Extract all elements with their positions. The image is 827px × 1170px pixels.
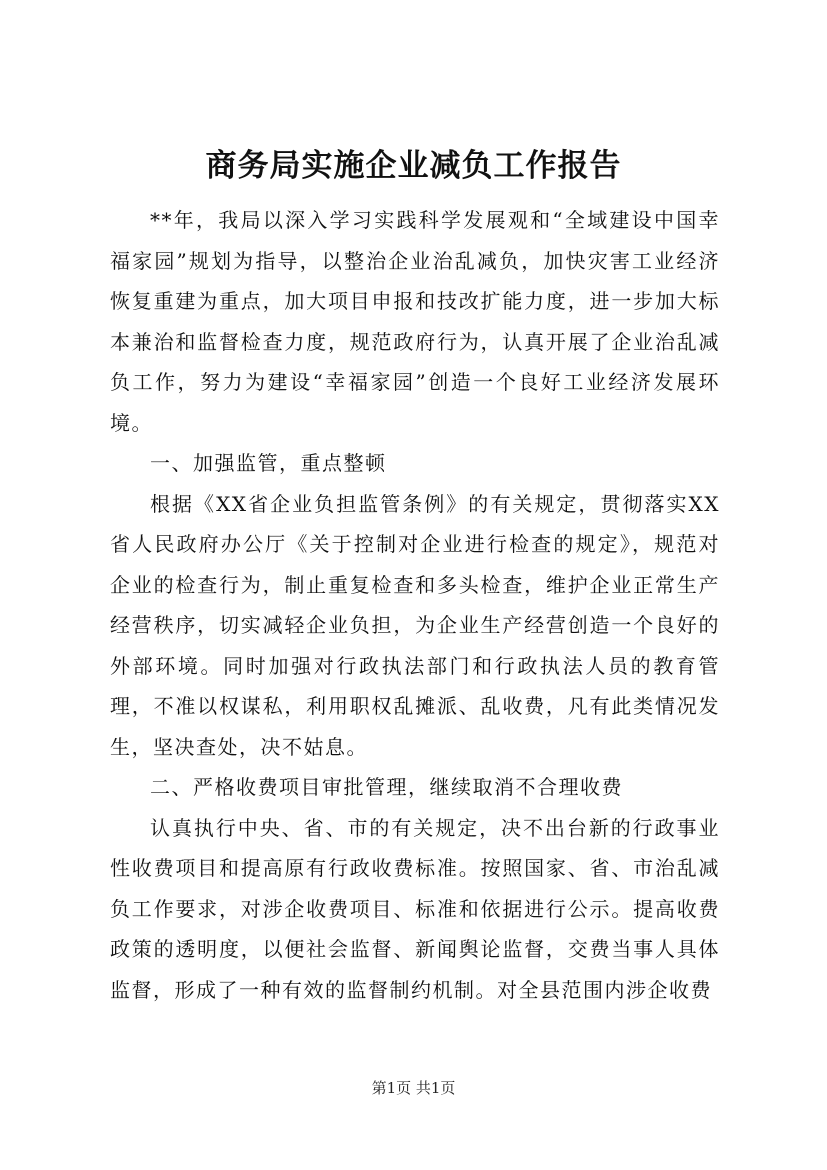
section-heading-2: 二、严格收费项目审批管理，继续取消不合理收费 bbox=[150, 775, 623, 799]
paragraph-section-2: 认真执行中央、省、市的有关规定，决不出台新的行政事业性收费项目和提高原有行政收费标准。按照国家、省、市治乱减负工作要求，对涉企收费项目、标准和依据进行公示。提高收费政策的透明度，以便社会监督、新闻舆论监督，交费当事人具体监督，形成了一种有效的监督制约机制。对全县范围内涉企收费 bbox=[110, 815, 720, 1002]
paragraph-section-1: 根据《XX省企业负担监管条例》的有关规定，贯彻落实XX省人民政府办公厅《关于控制对企业进行检查的规定》，规范对企业的检查行为，制止重复检查和多头检查，维护企业正常生产经营秩序，切实减轻企业负担，为企业生产经营创造一个良好的外部环境。同时加强对行政执法部门和行政执法人员的教育管理，不准以权谋私，利用职权乱摊派、乱收费，凡有此类情况发生，坚决查处，决不姑息。 bbox=[110, 491, 720, 759]
document-title: 商务局实施企业减负工作报告 bbox=[205, 148, 622, 184]
page-footer: 第1页 共1页 bbox=[371, 1079, 456, 1097]
section-heading-1: 一、加强监管，重点整顿 bbox=[150, 451, 387, 475]
paragraph-intro: **年，我局以深入学习实践科学发展观和“全域建设中国幸福家园”规划为指导，以整治企业治乱减负，加快灾害工业经济恢复重建为重点，加大项目申报和技改扩能力度，进一步加大标本兼治和监督检查力度，规范政府行为，认真开展了企业治乱减负工作，努力为建设“幸福家园”创造一个良好工业经济发展环境。 bbox=[110, 208, 720, 435]
document-body bbox=[110, 200, 720, 1010]
